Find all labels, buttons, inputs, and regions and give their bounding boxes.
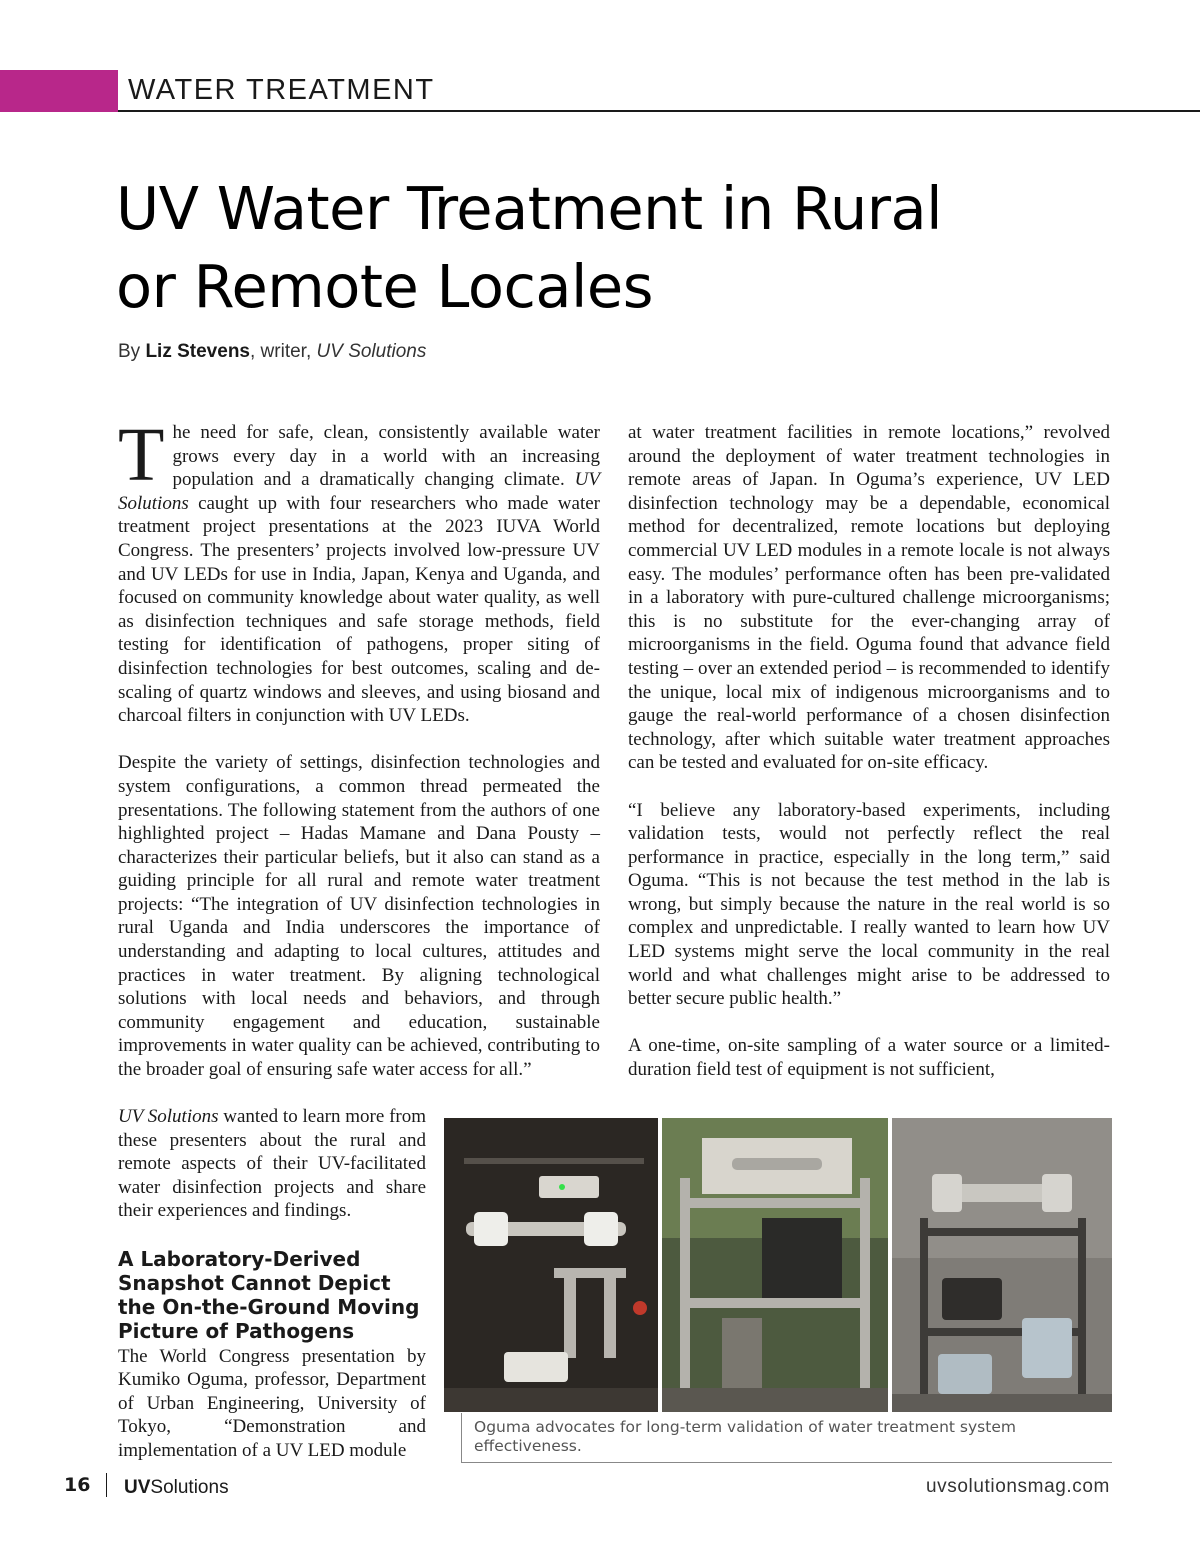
author-name: Liz Stevens (145, 341, 250, 362)
drop-cap: T (118, 413, 165, 497)
byline-prefix: By (118, 341, 146, 362)
intro-text-a: he need for safe, clean, consistently available water grows every day in a world with an increasing population and a dramatically changing climate. (172, 422, 600, 491)
website-url: uvsolutionsmag.com (926, 1476, 1110, 1497)
figure-caption: Oguma advocates for long-term validation of water treatment system effectiveness. (461, 1413, 1112, 1463)
title-line-2: or Remote Locales (116, 252, 653, 321)
article-title (116, 170, 1116, 326)
intro-italic: UV Solutions (118, 469, 600, 514)
paragraph-r3: A one-time, on-site sampling of a water source or a limited-duration field test of equipment is not sufficient, (628, 1035, 1110, 1081)
photo-indoor-uv-unit (444, 1118, 658, 1412)
paragraph-4: The World Congress presentation by Kumiko Oguma, professor, Department of Urban Engineering, University of Tokyo, “Demonstration and implementation of a UV LED module (118, 1345, 426, 1461)
paragraph-2: Despite the variety of settings, disinfection technologies and system configurations, a common thread permeated the presentations. The following statement from the authors of one highlighted project – Hadas Mamane and Dana Pousty – characterizes their particular beliefs, but it also can stand as a guiding principle for all rural and remote water treatment projects: “The integration of UV disinfection technologies in rural Uganda and India underscores the importance of understanding and adapting to local cultures, attitudes and practices in water treatment. By aligning technological solutions with local needs and behaviors, and through community engagement and education, sustainable improvements in water quality can be achieved, contributing to the broader goal of ensuring safe water access for all.” (118, 752, 600, 1081)
photo-concrete-room (892, 1118, 1112, 1412)
magazine-name (124, 1477, 229, 1499)
photo-outdoor-frame (662, 1118, 888, 1412)
magazine-name-regular: Solutions (150, 1477, 229, 1498)
magazine-name-bold: UV (124, 1477, 151, 1498)
p3-text: wanted to learn more from these presenters about the rural and remote aspects of their UV-facilitated water disinfection projects and share their experiences and findings. (118, 1106, 426, 1222)
narrow-column (118, 1105, 426, 1486)
publication-name: UV Solutions (316, 341, 427, 362)
section-rule (118, 110, 1200, 112)
paragraph-r1: at water treatment facilities in remote locations,” revolved around the deployment of water treatment technologies in remote areas of Japan. In Oguma’s experience, UV LED disinfection technology may be a dependable, economical method for decentralized, remote locations but deploying commercial UV LED modules in a remote locale is not always easy. The modules’ performance often has been pre-validated in a laboratory with pure-cultured challenge microorganisms; this is no substitute for the ever-changing array of microorganisms in the field. Oguma found that advance field testing – over an extended period – is recommended to identify the unique, local mix of indigenous microorganisms and to gauge the real-world performance of a chosen disinfection technology, after which suitable water treatment approaches can be tested and evaluated for on-site efficacy. (628, 422, 1110, 774)
paragraph-intro (118, 413, 600, 728)
section-accent-bar (0, 70, 118, 112)
byline-role: , writer, (250, 341, 317, 362)
section-label: WATER TREATMENT (128, 74, 435, 106)
paragraph-3 (118, 1105, 426, 1223)
title-line-1: UV Water Treatment in Rural (116, 174, 943, 243)
right-column (628, 421, 1110, 1105)
byline (118, 341, 426, 363)
section-subhead: A Laboratory-Derived Snapshot Cannot Depict the On-the-Ground Moving Picture of Pathogens (118, 1246, 420, 1343)
paragraph-r2: “I believe any laboratory-based experiments, including validation tests, would not perfectly reflect the real performance in practice, especially in the long term,” said Oguma. “This is not because the test method in the lab is wrong, but simply because the nature in the real world is so complex and unpredictable. I really wanted to learn how UV LED systems might serve the local community in the real world and what challenges might arise to be addressed to better secure public health.” (628, 799, 1110, 1010)
p3-italic: UV Solutions (118, 1106, 219, 1127)
left-column (118, 413, 600, 1105)
footer-separator (106, 1473, 107, 1497)
photo-figure (444, 1118, 1112, 1412)
intro-text-b: caught up with four researchers who made water treatment project presentations at the 2023 IUVA World Congress. The presenters’ projects involved low-pressure UV and UV LEDs for use in India, Japan, Kenya and Uganda, and focused on community knowledge about water quality, as well as disinfection techniques and safe storage methods, field testing for identification of pathogens, proper siting of disinfection technologies for best outcomes, scaling and de-scaling of quartz windows and sleeves, and using biosand and charcoal filters in conjunction with UV LEDs. (118, 492, 600, 727)
page-number: 16 (64, 1474, 91, 1496)
